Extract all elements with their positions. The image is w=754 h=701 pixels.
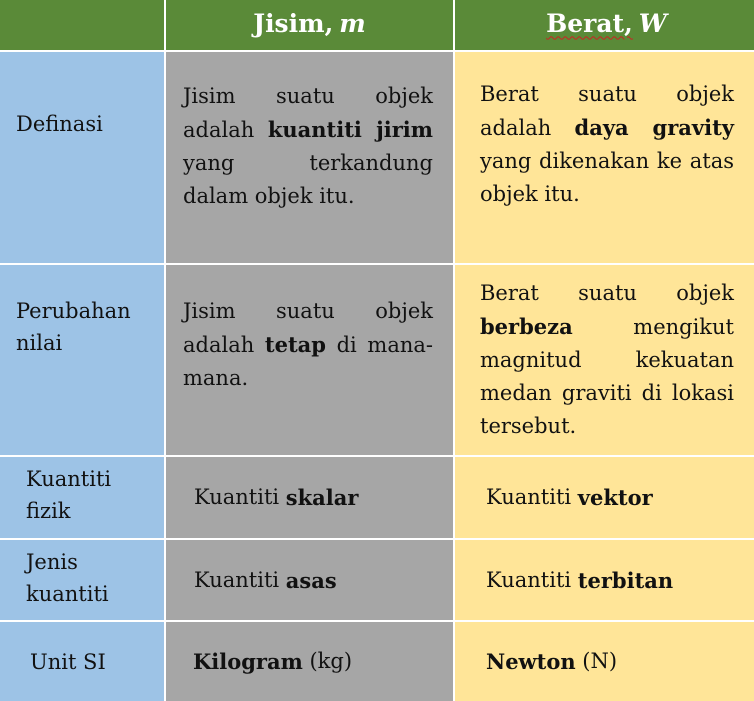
definasi-jisim-text-end: yang terkandung dalam objek itu. xyxy=(183,151,433,208)
row-label-definasi xyxy=(0,52,164,263)
perubahan-berat-bold: berbeza xyxy=(480,314,573,339)
jenis-kuantiti-label-line2: kuantiti xyxy=(26,582,109,606)
definasi-berat-cell xyxy=(455,52,754,263)
unit-si-label: Unit SI xyxy=(30,649,106,674)
header-berat-label: Berat, xyxy=(546,8,633,38)
perubahan-jisim-bold: tetap xyxy=(264,332,326,357)
header-jisim xyxy=(166,0,453,50)
row-label-unit-si xyxy=(0,622,164,701)
kuantiti-fizik-berat-cell xyxy=(455,457,754,538)
kuantiti-fizik-label-line1: Kuantiti xyxy=(26,467,112,491)
unit-si-jisim-text: (kg) xyxy=(302,649,353,673)
perubahan-jisim-text: Jisim suatu objek adalah xyxy=(183,299,433,357)
definasi-berat-text: Berat suatu objek adalah xyxy=(480,82,734,140)
definasi-jisim-text: Jisim suatu objek adalah xyxy=(183,84,433,142)
perubahan-jisim-cell xyxy=(166,265,453,455)
row-label-jenis-kuantiti xyxy=(0,540,164,620)
perubahan-jisim-text-end: di mana-mana. xyxy=(183,333,434,390)
kuantiti-fizik-label-line2: fizik xyxy=(26,499,71,523)
definasi-jisim-bold: kuantiti jirim xyxy=(267,117,433,142)
perubahan-berat-cell xyxy=(455,265,754,455)
kuantiti-fizik-berat-bold: vektor xyxy=(577,485,653,510)
unit-si-jisim-bold: Kilogram xyxy=(193,649,303,674)
header-berat xyxy=(455,0,754,50)
jenis-kuantiti-label-line1: Jenis xyxy=(26,550,78,574)
jenis-kuantiti-jisim-text: Kuantiti xyxy=(194,567,286,592)
jenis-kuantiti-berat-cell xyxy=(455,540,754,620)
unit-si-berat-text: (N) xyxy=(575,649,618,673)
definasi-berat-bold: daya gravity xyxy=(574,115,734,140)
definasi-label: Definasi xyxy=(16,112,103,136)
unit-si-jisim-cell xyxy=(166,622,453,701)
row-label-perubahan-nilai xyxy=(0,265,164,455)
kuantiti-fizik-berat-text: Kuantiti xyxy=(486,485,578,509)
header-empty-cell xyxy=(0,0,164,50)
perubahan-label-line2: nilai xyxy=(16,331,63,355)
header-berat-symbol: W xyxy=(638,8,667,38)
kuantiti-fizik-jisim-bold: skalar xyxy=(285,485,359,510)
perubahan-berat-text: Berat suatu objek xyxy=(480,281,734,305)
header-jisim-symbol: m xyxy=(339,8,366,38)
jenis-kuantiti-jisim-cell xyxy=(166,540,453,620)
perubahan-berat-text-end: mengikut magnitud kekuatan medan graviti di lokasi tersebut. xyxy=(480,315,734,438)
jenis-kuantiti-berat-bold: terbitan xyxy=(577,567,674,593)
row-label-kuantiti-fizik xyxy=(0,457,164,538)
unit-si-berat-cell xyxy=(455,622,754,701)
jenis-kuantiti-jisim-bold: asas xyxy=(285,567,337,593)
header-jisim-label: Jisim, xyxy=(253,8,334,38)
definasi-jisim-cell xyxy=(166,52,453,263)
jenis-kuantiti-berat-text: Kuantiti xyxy=(486,567,578,592)
definasi-berat-text-end: yang dikenakan ke atas objek itu. xyxy=(480,149,734,206)
unit-si-berat-bold: Newton xyxy=(486,649,576,674)
perubahan-label-line1: Perubahan xyxy=(16,299,131,323)
kuantiti-fizik-jisim-text: Kuantiti xyxy=(194,485,286,509)
kuantiti-fizik-jisim-cell xyxy=(166,457,453,538)
